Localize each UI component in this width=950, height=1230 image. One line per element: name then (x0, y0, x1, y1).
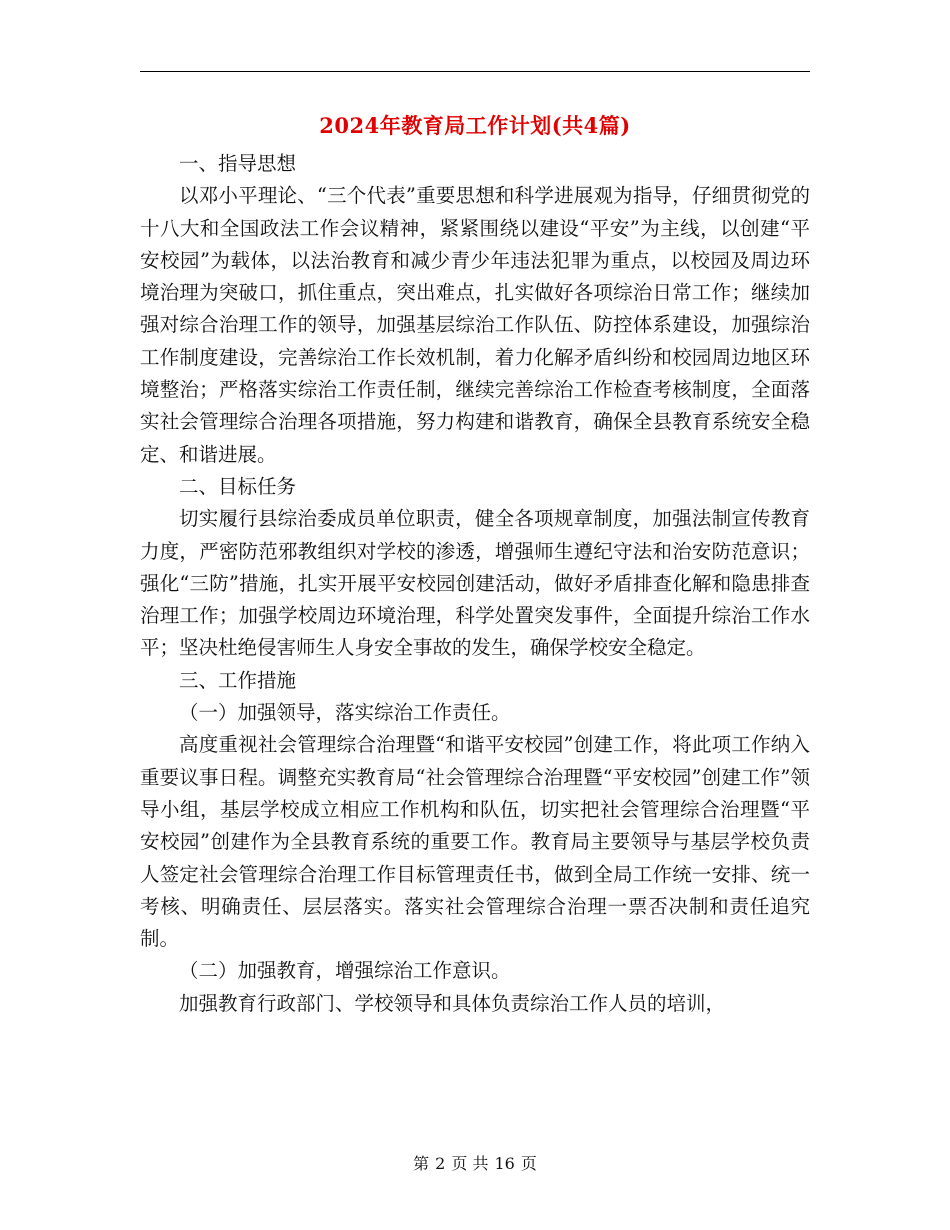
footer-prefix: 第 (413, 1154, 430, 1173)
section-heading-objectives: 二、目标任务 (179, 474, 297, 498)
subheading-education: （二）加强教育，增强综治工作意识。 (179, 959, 511, 983)
section-heading-guiding-thought: 一、指导思想 (179, 152, 297, 175)
footer-total-pages: 16 (494, 1154, 515, 1173)
header-rule (140, 71, 810, 72)
paragraph-leadership: 高度重视社会管理综合治理暨“和谐平安校园”创建工作，将此项工作纳入重要议事日程。调整充实教育局“社会管理综合治理暨“平安校园”创建工作”领导小组，基层学校成立相应工作机构和队伍，切实把社会管理综合治理暨“平安校园”创建作为全县教育系统的重要工作。教育局主要领导与基层学校负责人签定社会管理综合治理工作目标管理责任书，做到全局工作统一安排、统一考核、明确责任、层层落实。落实社会管理综合治理一票否决制和责任追究制。 (140, 733, 810, 951)
document-body (140, 148, 810, 1020)
paragraph-education: 加强教育行政部门、学校领导和具体负责综治工作人员的培训， (179, 991, 726, 1015)
footer-suffix: 页 (520, 1154, 537, 1173)
paragraph-guiding-thought: 以邓小平理论、“三个代表”重要思想和科学进展观为指导，仔细贯彻党的十八大和全国政法工作会议精神，紧紧围绕以建设“平安”为主线，以创建“平安校园”为载体，以法治教育和减少青少年违法犯罪为重点，以校园及周边环境治理为突破口，抓住重点，突出难点，扎实做好各项综治日常工作；继续加强对综合治理工作的领导，加强基层综治工作队伍、防控体系建设，加强综治工作制度建设，完善综治工作长效机制，着力化解矛盾纠纷和校园周边地区环境整治；严格落实综治工作责任制，继续完善综治工作检查考核制度，全面落实社会管理综合治理各项措施，努力构建和谐教育，确保全县教育系统安全稳定、和谐进展。 (140, 184, 810, 466)
section-heading-measures: 三、工作措施 (179, 668, 297, 692)
footer-middle: 页 共 (451, 1154, 489, 1173)
page-footer (140, 1153, 810, 1175)
document-title: 2024年教育局工作计划(共4篇) (319, 113, 631, 138)
paragraph-objectives: 切实履行县综治委成员单位职责，健全各项规章制度，加强法制宣传教育力度，严密防范邪教组织对学校的渗透，增强师生遵纪守法和治安防范意识；强化“三防”措施，扎实开展平安校园创建活动，做好矛盾排查化解和隐患排查治理工作；加强学校周边环境治理，科学处置突发事件，全面提升综治工作水平；坚决杜绝侵害师生人身安全事故的发生，确保学校安全稳定。 (140, 507, 810, 660)
footer-page-number: 2 (435, 1154, 446, 1173)
subheading-leadership: （一）加强领导，落实综治工作责任。 (179, 701, 511, 725)
